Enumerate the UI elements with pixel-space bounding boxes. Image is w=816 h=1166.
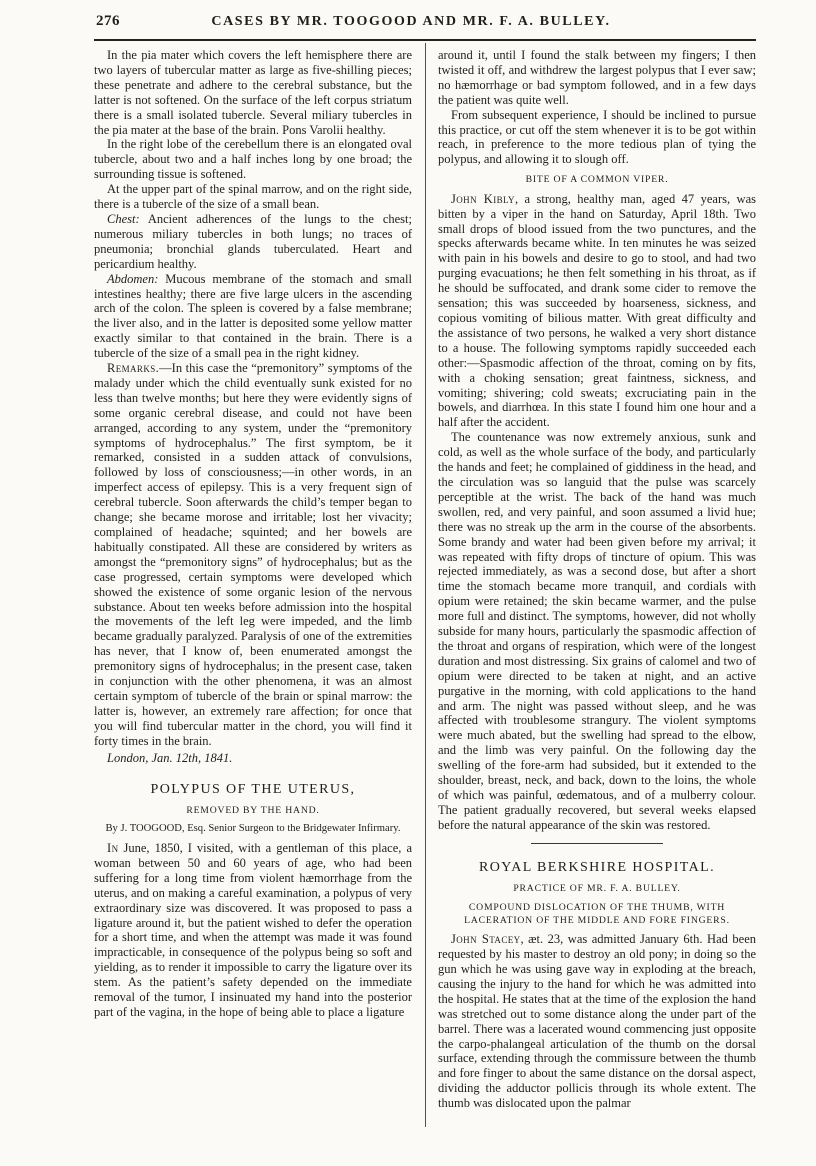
paragraph-john-kibly (438, 192, 756, 431)
paragraph-lead: In (107, 841, 119, 855)
paragraph-text: Ancient adherences of the lungs to the chest; numerous miliary tubercles in both lungs; no traces of pneumonia; bronchial glands tuberculated. Heart and pericardium healthy. (94, 211, 412, 271)
column-divider (425, 43, 426, 1127)
subheading-practice-of-mr-bulley: PRACTICE OF MR. F. A. BULLEY. (513, 882, 681, 894)
heading-royal-berkshire-hospital: ROYAL BERKSHIRE HOSPITAL. (479, 859, 715, 875)
byline-toogood: By J. TOOGOOD, Esq. Senior Surgeon to the Bridgewater Infirmary. (105, 823, 401, 834)
dateline-london: London, Jan. 12th, 1841. (107, 750, 233, 765)
paragraph-text: , æt. 23, was admitted January 6th. Had been requested by his master to destroy an old pony; in doing so the gun which he was using gave way in exploding at the breach, causing the injury to the hand for which he was admitted into the hospital. He states that at the time of the explosion the hand was stretched out to some distance along the under part of the barrel. There was a lacerated wound commencing just opposite the carpo-phalangeal articulation of the thumb on the dorsal surface, extending through the commissure between the thumb and fore finger to about the same distance on the dorsal aspect, dividing the adductor pollicis through its whole extent. The thumb was dislocated upon the palmar (438, 932, 756, 1111)
paragraph-text: Mucous membrane of the stomach and small intestines healthy; there are five large ulcers in the ascending arch of the colon. The spleen is covered by a false membrane; the liver also, and in the latter is deposited some yellow matter exactly similar to that contained in the brain. There is a tubercle of the size of a small pea in the right kidney. (94, 271, 412, 361)
paragraph-polypus-continued: around it, until I found the stalk between my fingers; I then twisted it off, and withdrew the largest polypus that I ever saw; no hæmorrhage or bad symptom followed, and in a few days the patient was quite well. (438, 48, 756, 107)
section-divider (531, 843, 663, 844)
paragraph-text: June, 1850, I visited, with a gentleman of this place, a woman between 50 and 60 years of age, who had been suffering for a long time from violent hæmorrhage from the uterus, and on making a careful examination, a polypus of very extraordinary size was discovered. It was proposed to pass a ligature around it, but the patient wished to defer the operation for a short time, and when the attempt was made it was found impracticable, in consequence of the polypus being so soft and yielding, as to render it impossible to carry the ligature over its stem. As the patient’s safety depended on the immediate removal of the tumor, I insinuated my hand into the posterior part of the vagina, in the hope of being able to place a ligature (94, 841, 412, 1019)
paragraph-lead: John Kibly (451, 191, 515, 206)
paragraph-text: , a strong, healthy man, aged 47 years, was bitten by a viper in the hand on Saturday, April 18th. Two small drops of blood issued from the two punctures, and the specks afterwards became white. In ten minutes he was seized with pain in his bowels and desire to go to stool, and had two purging evacuations; he then felt something in his throat, as if he should be suffocated, and drank some cider to remove the sensation; this was succeeded by hoarseness, sickness, and copious vomiting of bilious matter. With great difficulty and the assistance of two persons, he walked a very short distance to a house. The following symptoms rapidly succeeded each other:—Spasmodic affection of the throat, coming on by fits, with a choking sensation; great faintness, sickness, and vomiting; shivering; cold sweats; excruciating pain in the bowels, and diarrhœa. In this state I found him one hour and a half after the accident. (438, 191, 756, 430)
paragraph-remarks (94, 361, 412, 749)
paragraph-subsequent-experience: From subsequent experience, I should be inclined to pursue this practice, or cut off the stem whenever it is to be got within reach, in preference to the more tedious plan of tying the polypus, and allowing it to slough off. (438, 107, 756, 167)
page-number: 276 (96, 13, 120, 29)
two-column-body (94, 41, 756, 1137)
paragraph-countenance: The countenance was now extremely anxious, sunk and cold, as well as the whole surface of the body, and particularly the hands and feet; he complained of giddiness in the head, and the circulation was so languid that the pulse was scarcely perceptible at the wrist. The back of the hand was much swollen, red, and very painful, and soon assumed a livid hue; there was no streak up the arm in the course of the absorbents. Some brandy and water had been given before my arrival; it was repeated with fifty drops of tincture of opium. This was rejected immediately, as was a second dose, but after a short time the stomach became more tranquil, and cordials with opium were retained; the skin became warmer, and the pulse more full and distinct. The symptoms, however, did not wholly subside for many hours, particularly the spasmodic affection of the throat and organs of respiration, which were of the longest duration and most distressing. Six grains of calomel and two of opium were directed to be taken at night, and an active purgative in the morning, with cold applications to the hand and arm. The night was passed without sleep, and he was affected with troublesome strangury. The violent symptoms were much abated, but the swelling had spread to the elbow, and the limb was very painful. On the following day the swelling of the fore-arm had subsided, but it extended to the shoulder, breast, neck, and back, down to the loins, the whole of which was painful, œdematous, and of a mulberry colour. The patient gradually recovered, but several weeks elapsed before the natural appearance of the skin was restored. (438, 430, 756, 832)
paragraph-text: —In this case the “premonitory” symptoms of the malady under which the child eventually sunk existed for no less than twelve months; but here they were evidently signs of some organic cerebral disease, and could not have been arranged, according to any system, under the “premonitory symptoms of hydrocephalus.” The first symptom, be it remarked, consisted in a sudden attack of convulsions, followed by loss of consciousness;—in other words, in an imperfect access of epilepsy. This is a very frequent sign of cerebral tubercle. Soon afterwards the child’s temper began to change; she became morose and irritable; lost her vivacity; complained of headache; squinted; and her bowels are habitually constipated. All these are considered by writers as amongst the “premonitory signs” of hydrocephalus; but as the case progressed, certain symptoms were developed which showed the existence of some organic lesion of the nervous substance. About ten weeks before admission into the hospital the movements of the left leg were impeded, and the limb became gradually paralyzed. Paralysis of one of the extremities has never, that I know of, been enumerated amongst the premonitory signs of hydrocephalus; in the present case, taken in conjunction with the other phenomena, it was an almost certain symptom of tubercle of the brain or spinal marrow: the latter is, however, an extremely rare affection; for once that you will find tubercular matter in the chord, you will find it forty times in the brain. (94, 361, 412, 748)
paragraph-lead: John Stacey (451, 932, 521, 947)
subheading-compound-dislocation: COMPOUND DISLOCATION OF THE THUMB, WITH LACERATION OF THE MIDDLE AND FORE FINGERS. (464, 902, 730, 926)
page-header (94, 12, 756, 34)
paragraph-lead: Chest: (107, 211, 140, 226)
paragraph-spinal-marrow: At the upper part of the spinal marrow, and on the right side, there is a tubercle of the size of a small bean. (94, 182, 412, 212)
paragraph-pia-mater: In the pia mater which covers the left hemisphere there are two layers of tubercular matter as large as five-shilling pieces; these penetrate and adhere to the cerebral substance, but the latter is not softened. On the surface of the left corpus striatum there is a small isolated tubercle. Several miliary tubercles in the pia mater at the base of the brain. Pons Varolii healthy. (94, 48, 412, 137)
paragraph-lead: Remarks. (107, 361, 160, 376)
column-left (94, 48, 425, 1137)
heading-polypus-of-the-uterus: POLYPUS OF THE UTERUS, (150, 781, 356, 797)
heading-bite-of-a-common-viper: BITE OF A COMMON VIPER. (525, 174, 669, 186)
column-right (425, 48, 756, 1137)
paragraph-cerebellum: In the right lobe of the cerebellum there is an elongated oval tubercle, about two and a half inches long by one broad; the surrounding tissue is softened. (94, 137, 412, 182)
subheading-removed-by-the-hand: REMOVED BY THE HAND. (186, 804, 320, 816)
paragraph-abdomen (94, 272, 412, 361)
paragraph-polypus-case (94, 841, 412, 1020)
page-header-title: CASES BY MR. TOOGOOD AND MR. F. A. BULLEY. (211, 14, 611, 29)
paragraph-lead: Abdomen: (107, 271, 159, 286)
paragraph-john-stacey (438, 932, 756, 1111)
paragraph-chest (94, 212, 412, 272)
